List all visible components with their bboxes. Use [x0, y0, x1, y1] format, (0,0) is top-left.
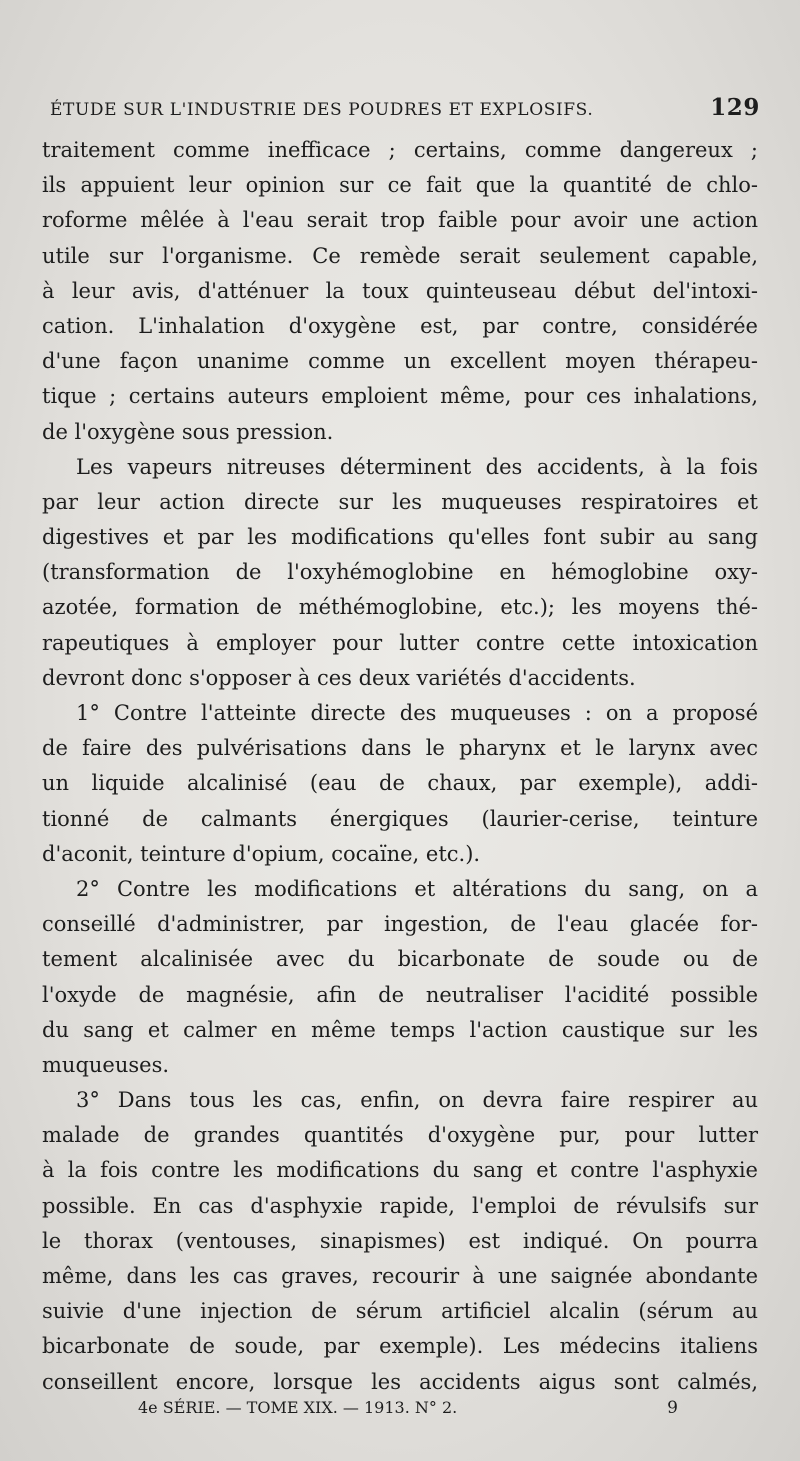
text-line: cation. L'inhalation d'oxygène est, par contre, considérée — [42, 313, 758, 338]
text-line: muqueuses. — [42, 1052, 170, 1077]
text-line: l'oxyde de magnésie, afin de neutraliser l'acidité possible — [42, 982, 758, 1007]
text-line: à leur avis, d'atténuer la toux quinteuseau début del'intoxi- — [42, 278, 758, 303]
text-line: conseillent encore, lorsque les accidents aigus sont calmés, — [42, 1369, 758, 1394]
text-line: azotée, formation de méthémoglobine, etc.); les moyens thé- — [42, 595, 758, 620]
text-line: devront donc s'opposer à ces deux variétés d'accidents. — [42, 665, 636, 690]
series-info: 4e SÉRIE. — TOME XIX. — 1913. N° 2. — [138, 1398, 458, 1417]
page-number: 129 — [710, 94, 760, 121]
text-line: d'aconit, teinture d'opium, cocaïne, etc.). — [42, 841, 481, 866]
text-line: tique ; certains auteurs emploient même, pour ces inhalations, — [42, 384, 758, 409]
text-line: suivie d'une injection de sérum artificiel alcalin (sérum au — [42, 1299, 758, 1324]
text-line: bicarbonate de soude, par exemple). Les médecins italiens — [42, 1334, 758, 1359]
text-line: rapeutiques à employer pour lutter contre cette intoxication — [42, 630, 758, 655]
text-line: d'une façon unanime comme un excellent moyen thérapeu- — [42, 349, 758, 374]
running-head — [50, 94, 760, 124]
signature-mark: 9 — [667, 1398, 678, 1418]
text-line: même, dans les cas graves, recourir à une saignée abondante — [42, 1264, 758, 1288]
running-title: ÉTUDE SUR L'INDUSTRIE DES POUDRES ET EXPLOSIFS. — [50, 100, 594, 120]
text-line: conseillé d'administrer, par ingestion, de l'eau glacée for- — [42, 912, 758, 937]
text-line: du sang et calmer en même temps l'action caustique sur les — [42, 1017, 758, 1042]
text-line: tionné de calmants énergiques (laurier-cerise, teinture — [42, 806, 758, 831]
text-line: 3° Dans tous les cas, enfin, on devra faire respirer au — [76, 1088, 758, 1113]
text-line: 1° Contre l'atteinte directe des muqueuses : on a proposé — [76, 701, 758, 725]
text-line: possible. En cas d'asphyxie rapide, l'emploi de révulsifs sur — [42, 1193, 758, 1218]
text-line: digestives et par les modifications qu'elles font subir au sang — [42, 525, 758, 550]
text-line: de l'oxygène sous pression. — [42, 419, 334, 444]
text-line: ils appuient leur opinion sur ce fait que la quantité de chlo- — [42, 173, 758, 198]
text-line: de faire des pulvérisations dans le pharynx et le larynx avec — [42, 736, 758, 761]
text-line: le thorax (ventouses, sinapismes) est indiqué. On pourra — [42, 1228, 758, 1253]
text-line: 2° Contre les modifications et altérations du sang, on a — [76, 876, 758, 901]
page-footer — [138, 1398, 678, 1418]
text-line: traitement comme inefficace ; certains, comme dangereux ; — [42, 138, 758, 162]
text-line: utile sur l'organisme. Ce remède serait seulement capable, — [42, 243, 758, 268]
text-line: (transformation de l'oxyhémoglobine en hémoglobine oxy- — [42, 560, 758, 585]
text-line: à la fois contre les modifications du sang et contre l'asphyxie — [42, 1158, 758, 1183]
text-line: par leur action directe sur les muqueuses respiratoires et — [42, 489, 758, 514]
text-line: un liquide alcalinisé (eau de chaux, par exemple), addi- — [42, 771, 758, 796]
text-line: malade de grandes quantités d'oxygène pur, pour lutter — [42, 1123, 758, 1148]
body-text — [42, 133, 758, 1400]
text-line: roforme mêlée à l'eau serait trop faible pour avoir une action — [42, 208, 758, 233]
text-line: Les vapeurs nitreuses déterminent des accidents, à la fois — [76, 454, 758, 479]
text-line: tement alcalinisée avec du bicarbonate de soude ou de — [42, 947, 758, 972]
